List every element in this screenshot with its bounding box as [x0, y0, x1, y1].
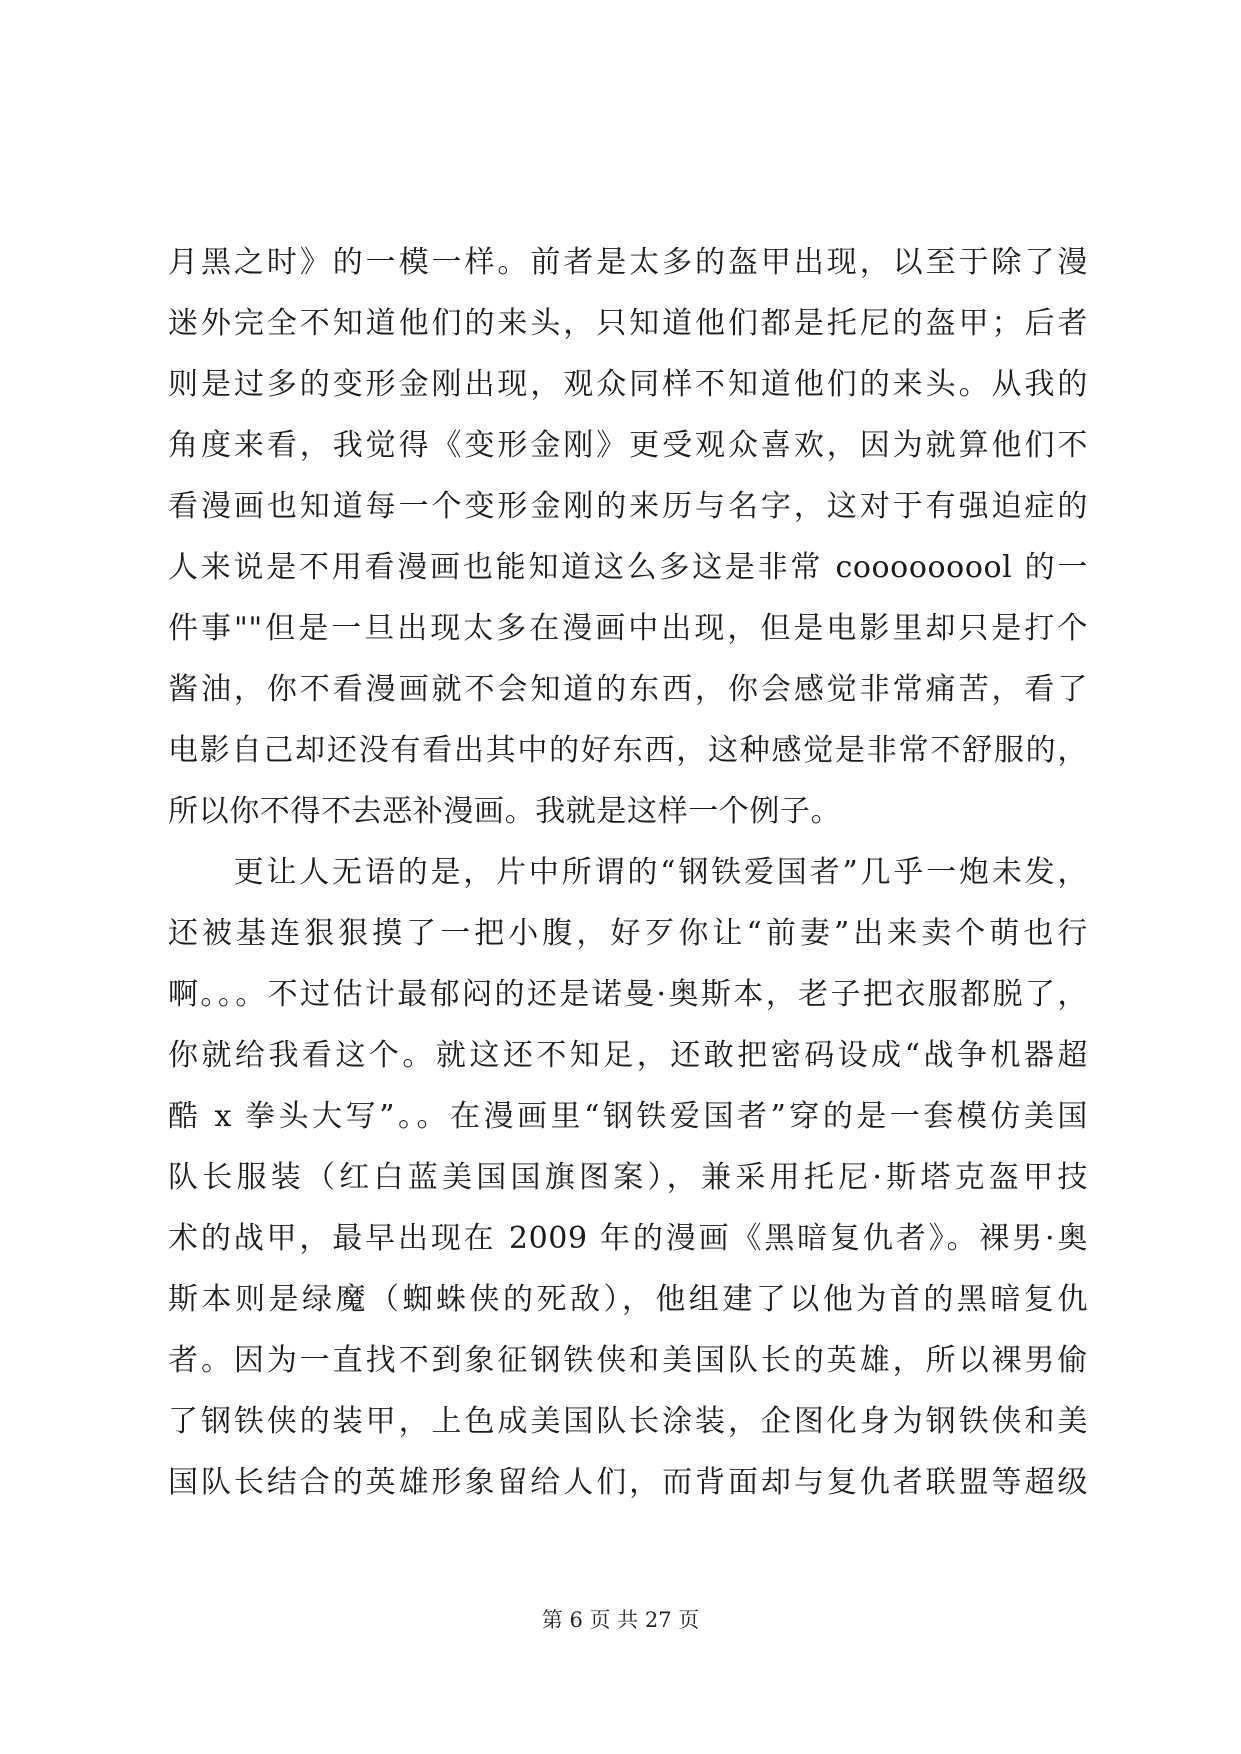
text-line: 酱油，你不看漫画就不会知道的东西，你会感觉非常痛苦，看了 — [168, 672, 1088, 707]
text-line: 你就给我看这个。就这还不知足，还敢把密码设成“战争机器超 — [168, 1038, 1088, 1073]
text-line: 队长服装（红白蓝美国国旗图案），兼采用托尼·斯塔克盔甲技 — [168, 1160, 1088, 1195]
text-line: 术的战甲，最早出现在 2009 年的漫画《黑暗复仇者》。裸男·奥 — [168, 1221, 1088, 1256]
text-line: 电影自己却还没有看出其中的好东西，这种感觉是非常不舒服的， — [168, 733, 1088, 768]
text-line: 人来说是不用看漫画也能知道这么多这是非常 cooooooool 的一 — [168, 550, 1088, 585]
text-line: 迷外完全不知道他们的来头，只知道他们都是托尼的盔甲；后者 — [168, 306, 1088, 341]
text-line: 酷 x 拳头大写”。。在漫画里“钢铁爱国者”穿的是一套模仿美国 — [168, 1099, 1088, 1134]
text-line: 件事""但是一旦出现太多在漫画中出现，但是电影里却只是打个 — [168, 611, 1088, 646]
text-line: 啊。。。不过估计最郁闷的还是诺曼·奥斯本，老子把衣服都脱了， — [168, 977, 1088, 1012]
text-line: 了钢铁侠的装甲，上色成美国队长涂装，企图化身为钢铁侠和美 — [168, 1404, 1088, 1439]
page-number-footer: 第 6 页 共 27 页 — [541, 1608, 700, 1632]
text-line: 所以你不得不去恶补漫画。我就是这样一个例子。 — [168, 794, 842, 829]
text-line: 更让人无语的是，片中所谓的“钢铁爱国者”几乎一炮未发， — [168, 855, 1088, 890]
text-line: 者。因为一直找不到象征钢铁侠和美国队长的英雄，所以裸男偷 — [168, 1343, 1088, 1378]
text-line: 看漫画也知道每一个变形金刚的来历与名字，这对于有强迫症的 — [168, 489, 1088, 524]
body-text — [168, 232, 1088, 1513]
text-line: 还被基连狠狠摸了一把小腹，好歹你让“前妻”出来卖个萌也行 — [168, 916, 1088, 951]
text-line: 月黑之时》的一模一样。前者是太多的盔甲出现，以至于除了漫 — [168, 245, 1088, 280]
text-line: 则是过多的变形金刚出现，观众同样不知道他们的来头。从我的 — [168, 367, 1088, 402]
text-line: 国队长结合的英雄形象留给人们，而背面却与复仇者联盟等超级 — [168, 1465, 1088, 1500]
text-line: 斯本则是绿魔（蜘蛛侠的死敌），他组建了以他为首的黑暗复仇 — [168, 1282, 1088, 1317]
text-line: 角度来看，我觉得《变形金刚》更受观众喜欢，因为就算他们不 — [168, 428, 1088, 463]
